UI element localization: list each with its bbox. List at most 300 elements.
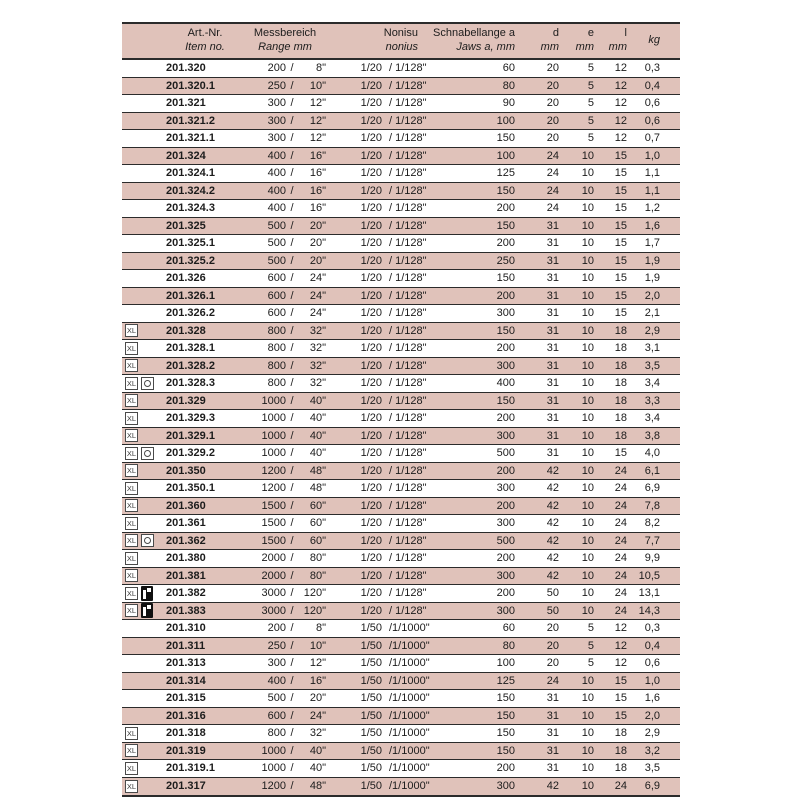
dim-l-cell: 18 (614, 324, 627, 337)
dim-l-cell: 18 (614, 377, 627, 390)
xl-badge-icon: XL (125, 447, 138, 460)
dim-l-cell: 15 (614, 447, 627, 460)
nonius-cell: 1/20 (360, 587, 382, 600)
header-art-nr (166, 24, 244, 58)
range-inch-cell: 16" (309, 184, 326, 197)
range-inch-cell: 48" (309, 482, 326, 495)
dim-e-cell: 10 (581, 289, 594, 302)
range-slash: / (290, 499, 294, 512)
table-row (122, 743, 680, 761)
dim-l-cell: 24 (614, 534, 627, 547)
dim-d-cell: 20 (546, 657, 559, 670)
header-art-nr-de: Art.-Nr. (187, 27, 223, 40)
dim-l-cell: 15 (614, 674, 627, 687)
range-inch-cell: 40" (309, 394, 326, 407)
range-inch-cell: 24" (309, 709, 326, 722)
dim-d-cell: 31 (546, 289, 559, 302)
weight-kg-cell: 3,8 (644, 429, 660, 442)
jaws-a-cell: 150 (496, 219, 515, 232)
dim-d-cell: 31 (546, 342, 559, 355)
range-inch-cell: 20" (309, 219, 326, 232)
header-nonius (326, 24, 418, 58)
range-mm-cell: 600 (267, 307, 286, 320)
dim-e-cell: 10 (581, 167, 594, 180)
range-mm-cell: 400 (267, 202, 286, 215)
range-mm-cell: 1500 (261, 534, 286, 547)
dim-e-cell: 10 (581, 184, 594, 197)
weight-kg-cell: 3,3 (644, 394, 660, 407)
range-mm-cell: 3000 (261, 587, 286, 600)
nonius-inch-cell: / 1/128" (389, 97, 427, 110)
jaws-a-cell: 300 (496, 307, 515, 320)
xl-badge-icon: XL (125, 780, 138, 793)
range-mm-cell: 800 (267, 324, 286, 337)
weight-kg-cell: 3,4 (644, 377, 660, 390)
nonius-cell: 1/20 (360, 412, 382, 425)
range-slash: / (290, 674, 294, 687)
range-mm-cell: 2000 (261, 569, 286, 582)
art-nr-cell: 201.329 (166, 394, 206, 407)
range-inch-cell: 10" (309, 639, 326, 652)
table-row (122, 673, 680, 691)
weight-kg-cell: 6,9 (644, 780, 660, 793)
range-inch-cell: 20" (309, 254, 326, 267)
circle-glyph (144, 450, 151, 457)
weight-kg-cell: 0,6 (644, 114, 660, 127)
dim-e-cell: 10 (581, 254, 594, 267)
range-inch-cell: 40" (309, 762, 326, 775)
nonius-cell: 1/20 (360, 569, 382, 582)
range-slash: / (290, 184, 294, 197)
xl-badge-icon: XL (125, 342, 138, 355)
nonius-inch-cell: / 1/128" (389, 114, 427, 127)
badge-cell (122, 499, 166, 512)
nonius-inch-cell: / 1/128" (389, 62, 427, 75)
jaws-a-cell: 150 (496, 184, 515, 197)
range-slash: / (290, 552, 294, 565)
art-nr-cell: 201.313 (166, 657, 206, 670)
range-slash: / (290, 639, 294, 652)
dim-l-cell: 18 (614, 359, 627, 372)
range-inch-cell: 120" (303, 604, 326, 617)
range-mm-cell: 3000 (261, 604, 286, 617)
range-slash: / (290, 219, 294, 232)
art-nr-cell: 201.310 (166, 622, 206, 635)
nonius-inch-cell: / 1/128" (389, 237, 427, 250)
dim-l-cell: 12 (614, 79, 627, 92)
nonius-inch-cell: / 1/128" (389, 184, 427, 197)
art-nr-cell: 201.383 (166, 604, 206, 617)
dim-d-cell: 24 (546, 149, 559, 162)
table-row (122, 515, 680, 533)
nonius-inch-cell: /1/1000" (389, 622, 430, 635)
dim-l-cell: 18 (614, 394, 627, 407)
dim-d-cell: 42 (546, 499, 559, 512)
badge-cell (122, 727, 166, 740)
dim-l-cell: 15 (614, 307, 627, 320)
xl-badge-icon: XL (125, 394, 138, 407)
dim-e-cell: 10 (581, 517, 594, 530)
range-slash: / (290, 780, 294, 793)
nonius-inch-cell: / 1/128" (389, 394, 427, 407)
art-nr-cell: 201.320.1 (166, 79, 215, 92)
nonius-inch-cell: / 1/128" (389, 587, 427, 600)
dim-d-cell: 50 (546, 604, 559, 617)
dim-l-cell: 24 (614, 780, 627, 793)
range-inch-cell: 12" (309, 132, 326, 145)
nonius-cell: 1/20 (360, 167, 382, 180)
table-row (122, 148, 680, 166)
range-slash: / (290, 622, 294, 635)
dim-l-cell: 15 (614, 272, 627, 285)
table-row (122, 638, 680, 656)
dim-d-cell: 42 (546, 569, 559, 582)
range-mm-cell: 800 (267, 342, 286, 355)
badge-cell (122, 464, 166, 477)
table-row (122, 305, 680, 323)
dim-l-cell: 24 (614, 587, 627, 600)
range-mm-cell: 1000 (261, 744, 286, 757)
nonius-inch-cell: /1/1000" (389, 674, 430, 687)
weight-kg-cell: 6,9 (644, 482, 660, 495)
weight-kg-cell: 1,9 (644, 254, 660, 267)
range-mm-cell: 250 (267, 639, 286, 652)
range-mm-cell: 1500 (261, 517, 286, 530)
nonius-cell: 1/20 (360, 202, 382, 215)
range-mm-cell: 300 (267, 97, 286, 110)
xl-badge-icon: XL (125, 482, 138, 495)
art-nr-cell: 201.328.1 (166, 342, 215, 355)
range-slash: / (290, 692, 294, 705)
nonius-inch-cell: / 1/128" (389, 149, 427, 162)
nonius-cell: 1/20 (360, 377, 382, 390)
nonius-inch-cell: /1/1000" (389, 639, 430, 652)
art-nr-cell: 201.321 (166, 97, 206, 110)
nonius-inch-cell: / 1/128" (389, 307, 427, 320)
range-slash: / (290, 149, 294, 162)
weight-kg-cell: 10,5 (638, 569, 660, 582)
range-slash: / (290, 79, 294, 92)
dim-e-cell: 10 (581, 604, 594, 617)
jaws-a-cell: 200 (496, 289, 515, 302)
range-inch-cell: 16" (309, 202, 326, 215)
jaws-a-cell: 100 (496, 149, 515, 162)
range-mm-cell: 800 (267, 359, 286, 372)
nonius-cell: 1/20 (360, 324, 382, 337)
range-slash: / (290, 324, 294, 337)
dim-l-cell: 18 (614, 762, 627, 775)
range-inch-cell: 48" (309, 464, 326, 477)
badge-cell (122, 744, 166, 757)
table-row (122, 603, 680, 621)
range-slash: / (290, 447, 294, 460)
dim-e-cell: 10 (581, 272, 594, 285)
dim-d-cell: 24 (546, 167, 559, 180)
art-nr-cell: 201.321.2 (166, 114, 215, 127)
weight-kg-cell: 3,5 (644, 762, 660, 775)
header-range (244, 24, 326, 58)
jaws-a-cell: 200 (496, 412, 515, 425)
table-row (122, 585, 680, 603)
range-mm-cell: 400 (267, 149, 286, 162)
dim-l-cell: 18 (614, 412, 627, 425)
range-mm-cell: 2000 (261, 552, 286, 565)
table-row (122, 480, 680, 498)
art-nr-cell: 201.321.1 (166, 132, 215, 145)
dim-d-cell: 20 (546, 639, 559, 652)
dim-d-cell: 20 (546, 62, 559, 75)
circle-badge-icon (141, 534, 154, 547)
art-nr-cell: 201.350.1 (166, 482, 215, 495)
table-row (122, 445, 680, 463)
badge-cell (122, 394, 166, 407)
nonius-cell: 1/50 (360, 692, 382, 705)
table-row (122, 78, 680, 96)
dim-d-cell: 31 (546, 692, 559, 705)
range-inch-cell: 10" (309, 79, 326, 92)
header-jaws-de: Schnabellange a (433, 27, 515, 40)
dim-e-cell: 5 (587, 639, 594, 652)
badge-cell (122, 359, 166, 372)
xl-badge-icon: XL (125, 569, 138, 582)
nonius-inch-cell: /1/1000" (389, 762, 430, 775)
range-slash: / (290, 114, 294, 127)
range-inch-cell: 20" (309, 237, 326, 250)
table-row (122, 200, 680, 218)
dim-d-cell: 31 (546, 377, 559, 390)
range-mm-cell: 600 (267, 272, 286, 285)
jaws-a-cell: 150 (496, 394, 515, 407)
dim-e-cell: 10 (581, 342, 594, 355)
jaws-a-cell: 150 (496, 324, 515, 337)
xl-badge-icon: XL (125, 377, 138, 390)
dim-l-cell: 12 (614, 62, 627, 75)
dim-d-cell: 42 (546, 534, 559, 547)
dim-l-cell: 15 (614, 289, 627, 302)
art-nr-cell: 201.329.1 (166, 429, 215, 442)
dim-d-cell: 31 (546, 744, 559, 757)
dim-l-cell: 15 (614, 202, 627, 215)
dim-l-cell: 24 (614, 499, 627, 512)
badge-cell (122, 586, 166, 601)
range-inch-cell: 24" (309, 289, 326, 302)
dim-d-cell: 31 (546, 709, 559, 722)
dim-e-cell: 5 (587, 622, 594, 635)
jaws-a-cell: 500 (496, 534, 515, 547)
table-row (122, 340, 680, 358)
weight-kg-cell: 14,3 (638, 604, 660, 617)
dim-e-cell: 10 (581, 482, 594, 495)
nonius-inch-cell: / 1/128" (389, 604, 427, 617)
art-nr-cell: 201.329.3 (166, 412, 215, 425)
dim-e-cell: 10 (581, 552, 594, 565)
range-slash: / (290, 517, 294, 530)
dim-e-cell: 10 (581, 237, 594, 250)
range-inch-cell: 12" (309, 97, 326, 110)
jaws-a-cell: 300 (496, 359, 515, 372)
dim-d-cell: 31 (546, 237, 559, 250)
header-dim-d (515, 24, 559, 58)
range-slash: / (290, 727, 294, 740)
nonius-inch-cell: / 1/128" (389, 377, 427, 390)
table-row (122, 235, 680, 253)
range-mm-cell: 400 (267, 167, 286, 180)
nonius-cell: 1/50 (360, 762, 382, 775)
range-mm-cell: 600 (267, 709, 286, 722)
dim-d-cell: 31 (546, 412, 559, 425)
dim-d-cell: 42 (546, 552, 559, 565)
art-nr-cell: 201.324.2 (166, 184, 215, 197)
table-row (122, 760, 680, 778)
range-inch-cell: 60" (309, 499, 326, 512)
range-mm-cell: 300 (267, 657, 286, 670)
range-slash: / (290, 569, 294, 582)
nonius-inch-cell: / 1/128" (389, 534, 427, 547)
badge-cell (122, 342, 166, 355)
range-slash: / (290, 237, 294, 250)
jaws-a-cell: 300 (496, 569, 515, 582)
weight-kg-cell: 1,6 (644, 692, 660, 705)
dim-d-cell: 42 (546, 464, 559, 477)
header-dim-e-unit: mm (575, 41, 594, 53)
dim-e-cell: 10 (581, 377, 594, 390)
table-row (122, 218, 680, 236)
table-row (122, 620, 680, 638)
xl-badge-icon: XL (125, 534, 138, 547)
table-row (122, 60, 680, 78)
dim-l-cell: 24 (614, 517, 627, 530)
xl-badge-icon: XL (125, 744, 138, 757)
dim-d-cell: 24 (546, 674, 559, 687)
table-row (122, 358, 680, 376)
art-nr-cell: 201.329.2 (166, 447, 215, 460)
dim-d-cell: 31 (546, 219, 559, 232)
circle-badge-icon (141, 447, 154, 460)
weight-kg-cell: 0,4 (644, 79, 660, 92)
art-nr-cell: 201.362 (166, 534, 206, 547)
nonius-inch-cell: / 1/128" (389, 552, 427, 565)
dim-e-cell: 10 (581, 307, 594, 320)
dim-l-cell: 15 (614, 237, 627, 250)
nonius-cell: 1/20 (360, 184, 382, 197)
dim-e-cell: 10 (581, 780, 594, 793)
table-row (122, 183, 680, 201)
dim-e-cell: 10 (581, 534, 594, 547)
range-mm-cell: 200 (267, 622, 286, 635)
dim-l-cell: 15 (614, 254, 627, 267)
jaws-a-cell: 100 (496, 114, 515, 127)
range-mm-cell: 500 (267, 237, 286, 250)
header-range-en: Range mm (258, 41, 312, 53)
nonius-cell: 1/50 (360, 639, 382, 652)
range-slash: / (290, 254, 294, 267)
table-row (122, 270, 680, 288)
dim-l-cell: 24 (614, 482, 627, 495)
nonius-cell: 1/20 (360, 219, 382, 232)
header-dim-d-unit: mm (540, 41, 559, 53)
xl-badge-icon: XL (125, 359, 138, 372)
weight-kg-cell: 1,9 (644, 272, 660, 285)
xl-badge-icon: XL (125, 552, 138, 565)
nonius-inch-cell: / 1/128" (389, 132, 427, 145)
nonius-cell: 1/50 (360, 727, 382, 740)
range-inch-cell: 32" (309, 377, 326, 390)
weight-kg-cell: 7,8 (644, 499, 660, 512)
dim-e-cell: 10 (581, 412, 594, 425)
xl-badge-icon: XL (125, 762, 138, 775)
nonius-inch-cell: / 1/128" (389, 342, 427, 355)
dim-d-cell: 20 (546, 79, 559, 92)
nonius-cell: 1/20 (360, 517, 382, 530)
nonius-cell: 1/20 (360, 132, 382, 145)
range-slash: / (290, 359, 294, 372)
badge-cell (122, 447, 166, 460)
dim-l-cell: 18 (614, 429, 627, 442)
weight-kg-cell: 0,6 (644, 97, 660, 110)
range-inch-cell: 24" (309, 307, 326, 320)
dim-l-cell: 24 (614, 552, 627, 565)
weight-kg-cell: 4,0 (644, 447, 660, 460)
table-row (122, 130, 680, 148)
art-nr-cell: 201.361 (166, 517, 206, 530)
badge-cell (122, 569, 166, 582)
range-mm-cell: 1000 (261, 412, 286, 425)
dim-d-cell: 31 (546, 429, 559, 442)
range-slash: / (290, 307, 294, 320)
range-slash: / (290, 744, 294, 757)
art-nr-cell: 201.360 (166, 499, 206, 512)
dim-d-cell: 31 (546, 727, 559, 740)
range-slash: / (290, 412, 294, 425)
dim-d-cell: 20 (546, 132, 559, 145)
xl-badge-icon: XL (125, 517, 138, 530)
dim-l-cell: 18 (614, 342, 627, 355)
nonius-cell: 1/20 (360, 447, 382, 460)
nonius-cell: 1/20 (360, 499, 382, 512)
dim-e-cell: 10 (581, 324, 594, 337)
badge-cell (122, 603, 166, 618)
dim-l-cell: 12 (614, 132, 627, 145)
dim-e-cell: 10 (581, 447, 594, 460)
weight-kg-cell: 0,6 (644, 657, 660, 670)
art-nr-cell: 201.325.2 (166, 254, 215, 267)
jaws-a-cell: 150 (496, 709, 515, 722)
table-row (122, 498, 680, 516)
table-row (122, 463, 680, 481)
range-mm-cell: 300 (267, 114, 286, 127)
circle-glyph (144, 380, 151, 387)
weight-kg-cell: 3,1 (644, 342, 660, 355)
range-inch-cell: 32" (309, 727, 326, 740)
jaws-a-cell: 200 (496, 202, 515, 215)
range-inch-cell: 60" (309, 517, 326, 530)
nonius-inch-cell: /1/1000" (389, 780, 430, 793)
range-slash: / (290, 377, 294, 390)
nonius-inch-cell: / 1/128" (389, 202, 427, 215)
range-slash: / (290, 272, 294, 285)
range-slash: / (290, 132, 294, 145)
art-nr-cell: 201.324 (166, 149, 206, 162)
art-nr-cell: 201.311 (166, 639, 206, 652)
badge-cell (122, 517, 166, 530)
nonius-cell: 1/20 (360, 149, 382, 162)
range-mm-cell: 800 (267, 377, 286, 390)
range-inch-cell: 12" (309, 657, 326, 670)
dim-l-cell: 24 (614, 569, 627, 582)
weight-kg-cell: 1,7 (644, 237, 660, 250)
badge-cell (122, 482, 166, 495)
jaws-a-cell: 500 (496, 447, 515, 460)
